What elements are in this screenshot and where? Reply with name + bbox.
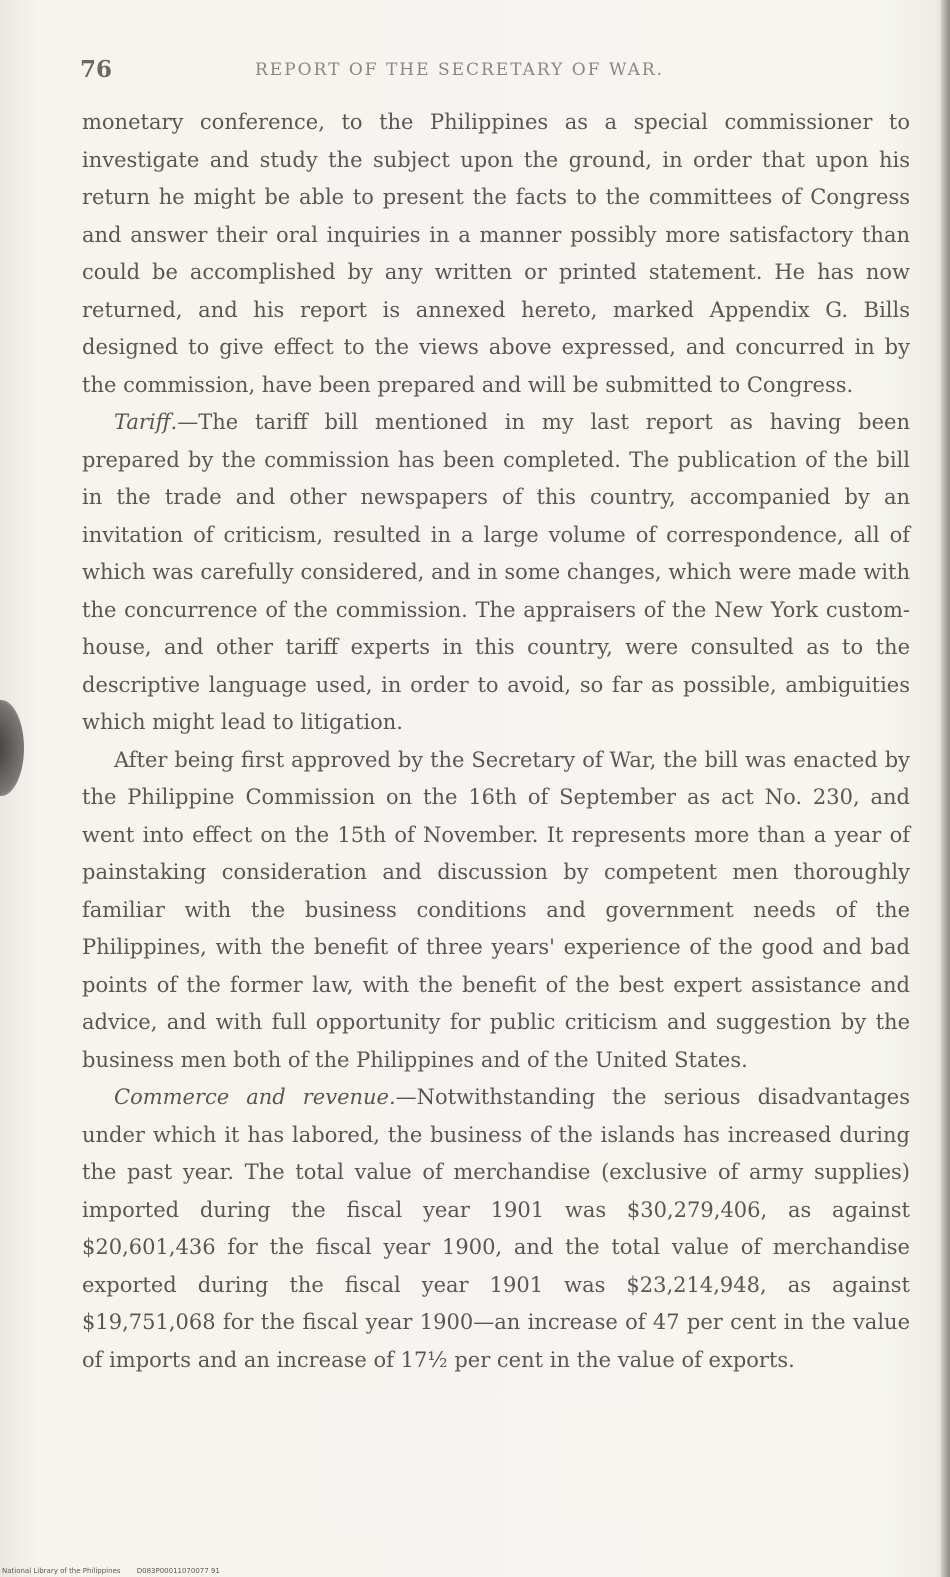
paragraph-text: monetary conference, to the Philippines as a special commissioner to investigate and study the subject upon the ground, in order that upon his return he might be able to present the facts to the committees of Congress and answer their oral inquiries in a manner possibly more satisfactory than could be accomplished by any written or printed statement. He has now returned, and his report is annexed hereto, marked Appendix G. Bills designed to give effect to the views above expressed, and concurred in by the commission, have been prepared and will be submitted to Congress. — [82, 110, 910, 397]
paragraph-text: —Notwithstanding the serious disadvantages under which it has labored, the business of the islands has increased during the past year. The total value of merchandise (exclusive of army supplies) imported during the fiscal year 1901 was $30,279,406, as against $20,601,436 for the fiscal year 1900, and the total value of merchandise exported during the fiscal year 1901 was $23,214,948, as against $19,751,068 for the fiscal year 1900—an increase of 47 per cent in the value of imports and an increase of 17½ per cent in the value of exports. — [82, 1085, 910, 1372]
running-head: REPORT OF THE SECRETARY OF WAR. — [255, 60, 665, 80]
page-edge-shadow — [941, 0, 950, 1577]
scanner-thumb-shadow — [0, 700, 24, 796]
call-number: D083P00011070077 91 — [136, 1567, 220, 1575]
paragraph-commerce-revenue — [82, 1079, 910, 1379]
paragraph-text: —The tariff bill mentioned in my last report as having been prepared by the commission has been completed. The publication of the bill in the trade and other newspapers of this country, accompanied by an invitation of criticism, resulted in a large volume of correspondence, all of which was carefully considered, and in some changes, which were made with the concurrence of the commission. The appraisers of the New York custom-house, and other tariff experts in this country, were consulted as to the descriptive language used, in order to avoid, so far as possible, ambiguities which might lead to litigation. — [82, 410, 910, 734]
page-number: 76 — [80, 56, 113, 83]
paragraph-tariff — [82, 404, 910, 742]
paragraph-text: After being first approved by the Secretary of War, the bill was enacted by the Philippine Commission on the 16th of September as act No. 230, and went into effect on the 15th of November. It represents more than a year of painstaking consideration and discussion by competent men thoroughly familiar with the business conditions and government needs of the Philippines, with the benefit of three years' experience of the good and bad points of the former law, with the benefit of the best expert assistance and advice, and with full opportunity for public criticism and suggestion by the business men both of the Philippines and of the United States. — [82, 747, 910, 1072]
scan-footer — [2, 1567, 234, 1575]
paragraph-monetary-conference — [82, 104, 910, 404]
paragraph-tariff-enactment — [82, 742, 910, 1080]
section-heading-commerce-revenue: Commerce and revenue. — [114, 1085, 396, 1109]
body-text — [82, 104, 910, 1379]
page-header — [80, 56, 910, 86]
section-heading-tariff: Tariff. — [114, 410, 178, 434]
library-credit: National Library of the Philippines — [2, 1567, 121, 1575]
